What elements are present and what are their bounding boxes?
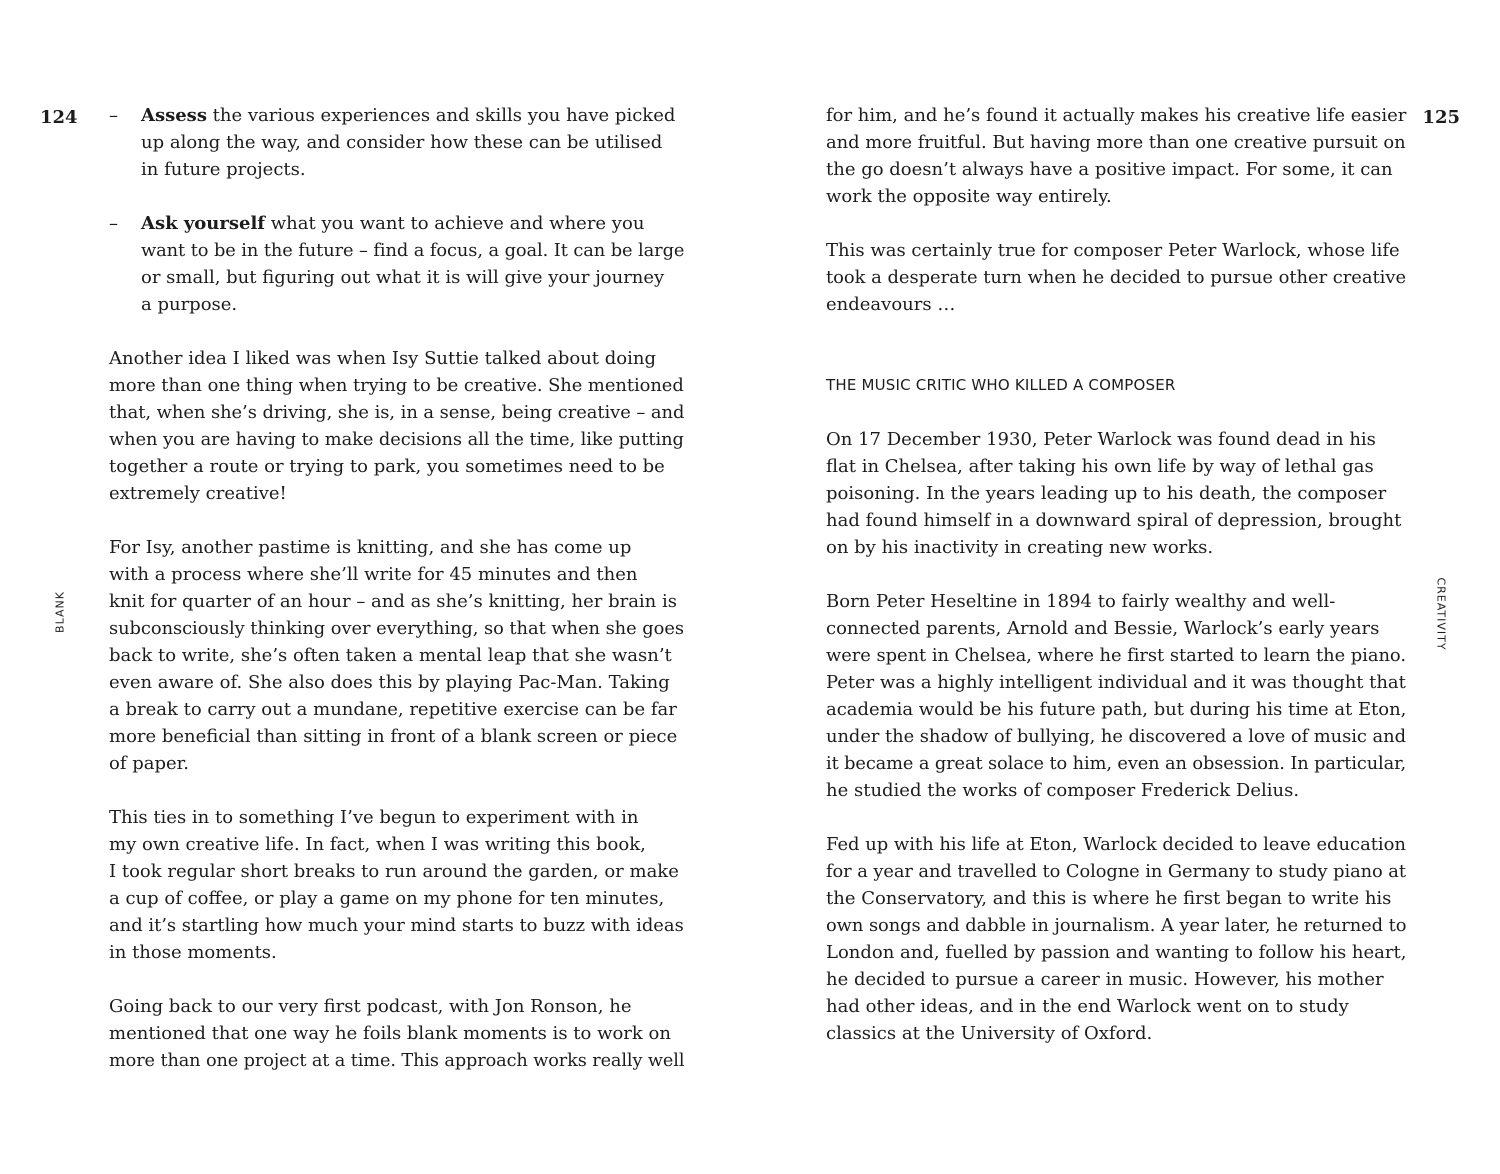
text-line: Going back to our very first podcast, with Jon Ronson, he <box>109 996 632 1017</box>
page-number-left: 124 <box>40 107 78 128</box>
text-line: For Isy, another pastime is knitting, and she has come up <box>109 537 632 558</box>
text-line: for a year and travelled to Cologne in Germany to study piano at <box>826 861 1406 882</box>
text-line: connected parents, Arnold and Bessie, Warlock’s early years <box>826 618 1380 639</box>
bullet-text: the various experiences and skills you have picked <box>206 105 676 126</box>
text-line: when you are having to make decisions all the time, like putting <box>109 429 684 450</box>
text-line: on by his inactivity in creating new works. <box>826 537 1214 558</box>
section-heading: THE MUSIC CRITIC WHO KILLED A COMPOSER <box>826 376 1176 394</box>
bullet-list <box>109 102 684 318</box>
text-line: a cup of coffee, or play a game on my phone for ten minutes, <box>109 888 665 909</box>
text-line: London and, fuelled by passion and wanting to follow his heart, <box>826 942 1407 963</box>
text-line: took a desperate turn when he decided to pursue other creative <box>826 267 1407 288</box>
paragraph <box>826 831 1406 1047</box>
text-line: more than one thing when trying to be creative. She mentioned <box>109 375 684 396</box>
text-line: a break to carry out a mundane, repetitive exercise can be far <box>109 699 677 720</box>
text-line: mentioned that one way he foils blank moments is to work on <box>109 1023 671 1044</box>
text-line: subconsciously thinking over everything, so that when she goes <box>109 618 684 639</box>
bullet-line <box>141 102 684 129</box>
text-line: Born Peter Heseltine in 1894 to fairly wealthy and well- <box>826 591 1336 612</box>
bullet-item <box>109 210 684 318</box>
bullet-line: in future projects. <box>141 159 306 180</box>
text-line: more than one project at a time. This approach works really well <box>109 1050 685 1071</box>
text-line: the go doesn’t always have a positive impact. For some, it can <box>826 159 1393 180</box>
text-line: Peter was a highly intelligent individual and it was thought that <box>826 672 1406 693</box>
text-line: I took regular short breaks to run around the garden, or make <box>109 861 679 882</box>
bullet-text: what you want to achieve and where you <box>265 213 645 234</box>
bullet-line: want to be in the future – find a focus, a goal. It can be large <box>141 240 685 261</box>
text-line: he decided to pursue a career in music. However, his mother <box>826 969 1384 990</box>
bullet-line: or small, but figuring out what it is will give your journey <box>141 267 665 288</box>
running-head-left: BLANK <box>53 591 67 633</box>
text-line: that, when she’s driving, she is, in a sense, being creative – and <box>109 402 685 423</box>
text-line: extremely creative! <box>109 483 287 504</box>
text-line: classics at the University of Oxford. <box>826 1023 1153 1044</box>
text-line: my own creative life. In fact, when I was writing this book, <box>109 834 646 855</box>
text-line: even aware of. She also does this by playing Pac-Man. Taking <box>109 672 670 693</box>
text-line: more beneficial than sitting in front of a blank screen or piece <box>109 726 678 747</box>
text-line: he studied the works of composer Frederick Delius. <box>826 780 1300 801</box>
paragraph <box>109 534 684 777</box>
text-line: knit for quarter of an hour – and as she’s knitting, her brain is <box>109 591 677 612</box>
text-line: Fed up with his life at Eton, Warlock decided to leave education <box>826 834 1406 855</box>
paragraph <box>109 345 684 507</box>
text-line: and more fruitful. But having more than one creative pursuit on <box>826 132 1406 153</box>
paragraph <box>826 426 1406 561</box>
running-head-right: CREATIVITY <box>1434 577 1448 651</box>
text-line: This ties in to something I’ve begun to experiment with in <box>109 807 639 828</box>
text-line: flat in Chelsea, after taking his own life by way of lethal gas <box>826 456 1374 477</box>
text-line: had found himself in a downward spiral of depression, brought <box>826 510 1402 531</box>
text-line: own songs and dabble in journalism. A year later, he returned to <box>826 915 1407 936</box>
text-line: with a process where she’ll write for 45 minutes and then <box>109 564 638 585</box>
text-line: Another idea I liked was when Isy Suttie talked about doing <box>109 348 656 369</box>
text-line: were spent in Chelsea, where he first started to learn the piano. <box>826 645 1406 666</box>
text-line: had other ideas, and in the end Warlock went on to study <box>826 996 1349 1017</box>
paragraph <box>109 804 684 966</box>
bullet-keyword: Ask yourself <box>141 213 266 234</box>
page-number-right: 125 <box>1422 107 1460 128</box>
text-line: endeavours … <box>826 294 956 315</box>
bullet-line: up along the way, and consider how these can be utilised <box>141 132 663 153</box>
paragraph <box>826 588 1406 804</box>
text-line: under the shadow of bullying, he discovered a love of music and <box>826 726 1406 747</box>
text-line: together a route or trying to park, you sometimes need to be <box>109 456 665 477</box>
text-line: work the opposite way entirely. <box>826 186 1112 207</box>
right-page-body <box>826 102 1406 1047</box>
paragraph <box>826 102 1406 210</box>
left-page-body <box>109 102 684 1074</box>
bullet-keyword: Assess <box>141 105 207 126</box>
bullet-dash: – <box>109 105 118 126</box>
text-line: academia would be his future path, but during his time at Eton, <box>826 699 1407 720</box>
bullet-line <box>141 210 684 237</box>
text-line: This was certainly true for composer Peter Warlock, whose life <box>826 240 1400 261</box>
text-line: it became a great solace to him, even an obsession. In particular, <box>826 753 1407 774</box>
text-line: the Conservatory, and this is where he first began to write his <box>826 888 1392 909</box>
bullet-dash: – <box>109 213 118 234</box>
paragraph <box>109 993 684 1074</box>
bullet-item <box>109 102 684 183</box>
paragraph <box>826 237 1406 318</box>
text-line: back to write, she’s often taken a mental leap that she wasn’t <box>109 645 672 666</box>
text-line: of paper. <box>109 753 189 774</box>
text-line: in those moments. <box>109 942 277 963</box>
bullet-line: a purpose. <box>141 294 238 315</box>
text-line: poisoning. In the years leading up to his death, the composer <box>826 483 1387 504</box>
text-line: for him, and he’s found it actually makes his creative life easier <box>826 105 1407 126</box>
text-line: On 17 December 1930, Peter Warlock was found dead in his <box>826 429 1376 450</box>
text-line: and it’s startling how much your mind starts to buzz with ideas <box>109 915 684 936</box>
